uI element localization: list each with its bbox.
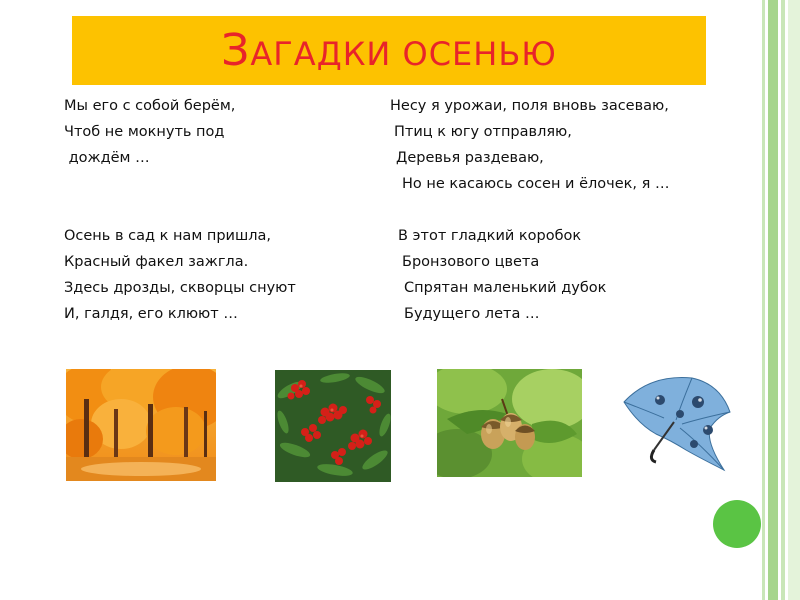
umbrella-image (620, 372, 732, 484)
decor-stripe (788, 0, 800, 600)
riddle-line: И, галдя, его клюют … (64, 306, 238, 322)
riddle-line: Бронзового цвета (402, 254, 540, 270)
riddle-line: Деревья раздеваю, (396, 150, 544, 166)
riddle-line: Спрятан маленький дубок (404, 280, 607, 296)
autumn-forest-image (66, 369, 216, 481)
acorns-image (437, 369, 582, 477)
riddle-line: Красный факел зажгла. (64, 254, 249, 270)
riddle-line: Будущего лета … (404, 306, 540, 322)
riddle-line: Чтоб не мокнуть под (64, 124, 225, 140)
decor-stripe (768, 0, 778, 600)
riddle-line: Птиц к югу отправляю, (394, 124, 572, 140)
slide-title (72, 16, 706, 85)
riddle-line: дождём … (64, 150, 150, 166)
decor-stripe (762, 0, 765, 600)
green-circle-decoration (713, 500, 761, 548)
rowan-berries-image (275, 370, 391, 482)
riddle-line: Но не касаюсь сосен и ёлочек, я … (402, 176, 670, 192)
title-first-letter: З (221, 25, 251, 76)
riddle-line: Осень в сад к нам пришла, (64, 228, 272, 244)
title-banner (72, 16, 706, 85)
riddle-line: Мы его с собой берём, (64, 98, 236, 114)
decor-stripe (781, 0, 785, 600)
riddle-line: Здесь дрозды, скворцы снуют (64, 280, 296, 296)
title-rest: АГАДКИ ОСЕНЬЮ (250, 35, 557, 73)
riddle-line: Несу я урожаи, поля вновь засеваю, (390, 98, 669, 114)
riddle-line: В этот гладкий коробок (398, 228, 582, 244)
